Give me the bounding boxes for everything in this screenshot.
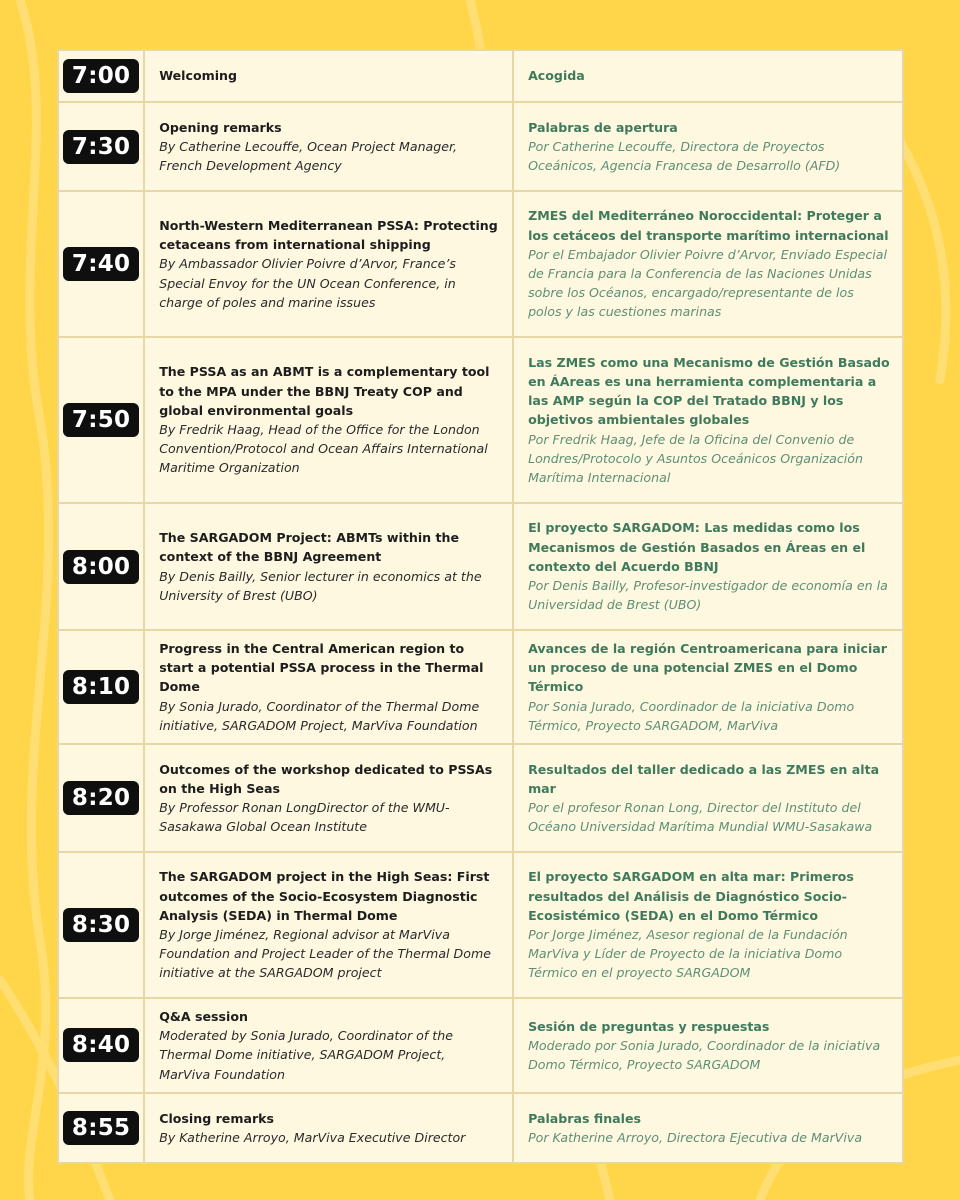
session-speaker-es: Por Katherine Arroyo, Directora Ejecutiva de MarViva — [528, 1129, 863, 1145]
time-badge: 8:30 — [63, 908, 139, 942]
session-speaker-es: Por Denis Bailly, Profesor-investigador de economía en la Universidad de Brest (UBO) — [528, 578, 888, 613]
session-speaker-es: Por Catherine Lecouffe, Directora de Proyectos Oceánicos, Agencia Francesa de Desarrollo (AFD) — [528, 138, 841, 174]
agenda-row — [58, 998, 903, 1093]
agenda-row — [58, 503, 903, 630]
agenda-row — [58, 102, 903, 191]
session-speaker: By Jorge Jiménez, Regional advisor at MarViva Foundation and Project Leader of the Thermal Dome initiative at the SARGADOM project — [159, 927, 491, 981]
session-title-es: Avances de la región Centroamericana para iniciar un proceso de una potencial ZMES en el Domo Térmico — [528, 641, 887, 695]
session-speaker: By Katherine Arroyo, MarViva Executive Director — [159, 1129, 466, 1145]
english-cell — [144, 102, 513, 191]
time-cell — [58, 852, 144, 998]
time-cell — [58, 503, 144, 630]
time-cell — [58, 102, 144, 191]
session-speaker-es: Por Sonia Jurado, Coordinador de la iniciativa Domo Térmico, Proyecto SARGADOM, MarViva — [528, 698, 855, 733]
time-cell — [58, 337, 144, 503]
time-badge: 8:10 — [63, 670, 139, 704]
english-cell — [144, 744, 513, 852]
session-title: The SARGADOM project in the High Seas: First outcomes of the Socio-Ecosystem Diagnostic Analysis (SEDA) in Thermal Dome — [159, 869, 490, 923]
spanish-cell — [513, 1093, 903, 1163]
session-title-es: Acogida — [528, 68, 585, 84]
agenda-row — [58, 744, 903, 852]
time-badge: 8:40 — [63, 1028, 139, 1062]
agenda-row — [58, 1093, 903, 1163]
spanish-cell — [513, 191, 903, 337]
english-cell — [144, 191, 513, 337]
time-cell — [58, 998, 144, 1093]
time-cell — [58, 50, 144, 102]
session-title: Opening remarks — [159, 119, 282, 135]
session-title: The PSSA as an ABMT is a complementary tool to the MPA under the BBNJ Treaty COP and global environmental goals — [159, 364, 490, 418]
time-cell — [58, 630, 144, 744]
spanish-cell — [513, 852, 903, 998]
english-cell — [144, 337, 513, 503]
english-cell — [144, 852, 513, 998]
agenda-row — [58, 191, 903, 337]
session-title-es: ZMES del Mediterráneo Noroccidental: Proteger a los cetáceos del transporte marítimo internacional — [528, 208, 889, 243]
spanish-cell — [513, 744, 903, 852]
session-speaker: By Ambassador Olivier Poivre d’Arvor, France’s Special Envoy for the UN Ocean Conference, in charge of poles and marine issues — [159, 256, 456, 310]
spanish-cell — [513, 503, 903, 630]
session-speaker: By Catherine Lecouffe, Ocean Project Manager, French Development Agency — [159, 138, 458, 174]
session-title: Progress in the Central American region to start a potential PSSA process in the Thermal Dome — [159, 641, 484, 695]
session-title: North-Western Mediterranean PSSA: Protecting cetaceans from international shipping — [159, 217, 498, 253]
session-title-es: Las ZMES como una Mecanismo de Gestión Basado en ÁAreas es una herramienta complementaria a las AMP según la COP del Tratado BBNJ y los objetivos ambientales globales — [528, 354, 890, 428]
spanish-cell — [513, 50, 903, 102]
spanish-cell — [513, 337, 903, 503]
spanish-cell — [513, 998, 903, 1093]
time-badge: 8:55 — [63, 1111, 139, 1145]
session-title-es: Palabras finales — [528, 1110, 642, 1126]
agenda-body — [58, 50, 903, 1163]
session-title: The SARGADOM Project: ABMTs within the context of the BBNJ Agreement — [159, 530, 460, 565]
english-cell — [144, 998, 513, 1093]
session-speaker-es: Por el profesor Ronan Long, Director del Instituto del Océano Universidad Marítima Mundial WMU-Sasakawa — [528, 800, 873, 835]
time-badge: 8:20 — [63, 781, 139, 815]
session-title: Outcomes of the workshop dedicated to PSSAs on the High Seas — [159, 761, 493, 796]
session-speaker: By Fredrik Haag, Head of the Office for the London Convention/Protocol and Ocean Affairs International Maritime Organization — [159, 422, 488, 476]
session-title-es: Sesión de preguntas y respuestas — [528, 1018, 770, 1034]
session-title-es: Palabras de apertura — [528, 119, 678, 135]
agenda-row — [58, 337, 903, 503]
session-speaker-es: Moderado por Sonia Jurado, Coordinador de la iniciativa Domo Térmico, Proyecto SARGADOM — [528, 1037, 881, 1073]
time-badge: 7:50 — [63, 403, 139, 437]
session-speaker-es: Por Jorge Jiménez, Asesor regional de la Fundación MarViva y Líder de Proyecto de la iniciativa Domo Térmico en el proyecto SARGADOM — [528, 927, 848, 981]
session-speaker: Moderated by Sonia Jurado, Coordinator of the Thermal Dome initiative, SARGADOM Project, MarViva Foundation — [159, 1028, 453, 1082]
time-badge: 8:00 — [63, 550, 139, 584]
session-title-es: El proyecto SARGADOM: Las medidas como los Mecanismos de Gestión Basados en Áreas en el contexto del Acuerdo BBNJ — [528, 520, 866, 574]
agenda-row — [58, 50, 903, 102]
session-speaker: By Sonia Jurado, Coordinator of the Thermal Dome initiative, SARGADOM Project, MarViva Foundation — [159, 698, 480, 733]
spanish-cell — [513, 102, 903, 191]
english-cell — [144, 503, 513, 630]
session-speaker-es: Por el Embajador Olivier Poivre d’Arvor, Enviado Especial de Francia para la Conferencia de las Naciones Unidas sobre los Océanos, encargado/representante de los polos y las cuestiones marinas — [528, 246, 887, 320]
agenda-row — [58, 852, 903, 998]
session-title: Q&A session — [159, 1009, 248, 1025]
time-cell — [58, 191, 144, 337]
english-cell — [144, 630, 513, 744]
time-cell — [58, 1093, 144, 1163]
session-title-es: Resultados del taller dedicado a las ZMES en alta mar — [528, 761, 880, 796]
time-badge: 7:00 — [63, 59, 139, 93]
session-speaker: By Denis Bailly, Senior lecturer in economics at the University of Brest (UBO) — [159, 568, 482, 603]
spanish-cell — [513, 630, 903, 744]
agenda-row — [58, 630, 903, 744]
english-cell — [144, 1093, 513, 1163]
english-cell — [144, 50, 513, 102]
session-speaker: By Professor Ronan LongDirector of the WMU-Sasakawa Global Ocean Institute — [159, 800, 450, 835]
session-title-es: El proyecto SARGADOM en alta mar: Primeros resultados del Análisis de Diagnóstico Socio-Ecosistémico (SEDA) en el Domo Térmico — [528, 869, 854, 923]
time-cell — [58, 744, 144, 852]
agenda-table — [57, 49, 904, 1164]
session-speaker-es: Por Fredrik Haag, Jefe de la Oficina del Convenio de Londres/Protocolo y Asuntos Oceánicos Organización Marítima Internacional — [528, 431, 863, 485]
time-badge: 7:30 — [63, 130, 139, 164]
session-title: Closing remarks — [159, 1110, 275, 1126]
session-title: Welcoming — [159, 68, 238, 84]
time-badge: 7:40 — [63, 247, 139, 281]
